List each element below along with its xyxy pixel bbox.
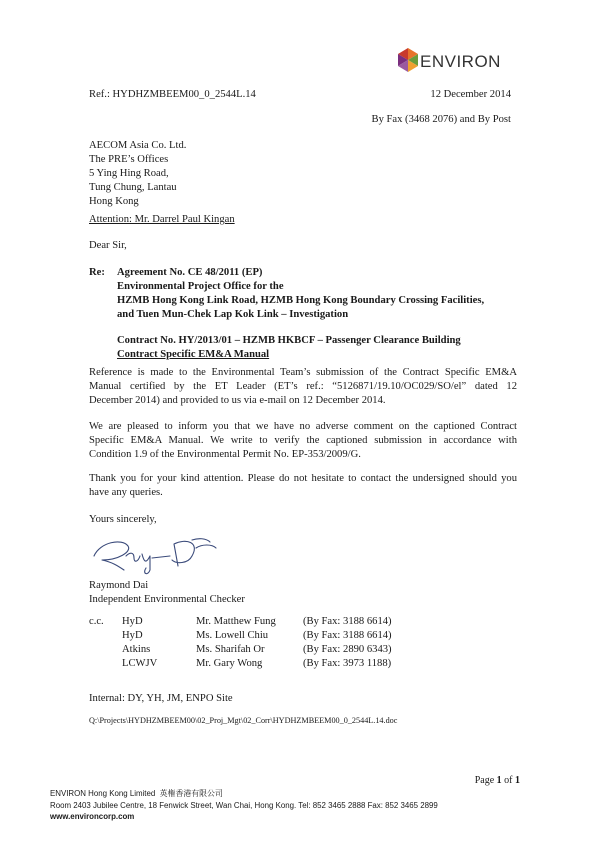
page-number (420, 774, 520, 787)
paragraph-reference (89, 366, 517, 408)
paragraph-line: Condition 1.9 of the Environmental Permit No. EP-353/2009/G. (89, 449, 361, 460)
signer-title: Independent Environmental Checker (89, 594, 245, 605)
delivery-method: By Fax (3468 2076) and By Post (371, 114, 511, 125)
cc-name: Mr. Gary Wong (196, 658, 263, 669)
footer-company: ENVIRON Hong Kong Limited (50, 789, 156, 798)
re-line: Environmental Project Office for the (117, 281, 284, 292)
cc-fax: (By Fax: 2890 6343) (303, 644, 392, 655)
paragraph-line: Manual certified by the ET Leader (ET’s ref.: “5126871/19.10/OC029/SO/el” dated 12 (89, 381, 517, 392)
paragraph-line: have any queries. (89, 487, 163, 498)
cc-fax: (By Fax: 3188 6614) (303, 616, 392, 627)
address-line: Hong Kong (89, 196, 139, 207)
signer-block (89, 579, 245, 607)
cc-org: Atkins (122, 644, 151, 655)
recipient-address (89, 139, 186, 209)
re-line: HZMB Hong Kong Link Road, HZMB Hong Kong Boundary Crossing Facilities, (117, 295, 485, 306)
file-path: Q:\Projects\HYDHZMBEEM00\02_Proj_Mgt\02_Corr\HYDHZMBEEM00_0_2544L.14.doc (89, 716, 398, 725)
cc-org: HyD (122, 616, 143, 627)
paragraph-line: Reference is made to the Environmental Team’s submission of the Contract Specific EM&A (89, 367, 517, 378)
page-total: 1 (515, 775, 520, 786)
cc-label: c.c. (89, 616, 104, 627)
paragraph-line: December 2014) and provided to us via e-mail on 12 December 2014. (89, 395, 386, 406)
page-current: 1 (496, 775, 502, 786)
footer-website: www.environcorp.com (50, 812, 135, 821)
address-line: Tung Chung, Lantau (89, 182, 177, 193)
internal-distribution: Internal: DY, YH, JM, ENPO Site (89, 693, 233, 704)
re-line: Agreement No. CE 48/2011 (EP) (117, 267, 263, 278)
cc-name: Mr. Matthew Fung (196, 616, 276, 627)
cc-org: LCWJV (122, 658, 158, 669)
address-line: AECOM Asia Co. Ltd. (89, 140, 187, 151)
re-label: Re: (89, 267, 105, 278)
re-subject (117, 266, 517, 362)
signature-image (88, 530, 228, 578)
paragraph-line: We are pleased to inform you that we have no adverse comment on the captioned Contract (89, 421, 517, 432)
environ-logo-mark-icon (398, 48, 418, 74)
cc-name: Ms. Lowell Chiu (196, 630, 269, 641)
page-prefix: Page (474, 775, 497, 786)
cc-org: HyD (122, 630, 143, 641)
paragraph-comment (89, 420, 517, 462)
salutation: Dear Sir, (89, 240, 127, 251)
contract-line: Contract No. HY/2013/01 – HZMB HKBCF – Passenger Clearance Building (117, 335, 461, 346)
cc-fax: (By Fax: 3973 1188) (303, 658, 392, 669)
cc-fax: (By Fax: 3188 6614) (303, 630, 392, 641)
closing: Yours sincerely, (89, 514, 157, 525)
paragraph-line: Thank you for your kind attention. Please do not hesitate to contact the undersigned should you (89, 473, 517, 484)
paragraph-thanks (89, 472, 517, 500)
address-line: The PRE’s Offices (89, 154, 169, 165)
letter-date: 12 December 2014 (430, 89, 511, 100)
signer-name: Raymond Dai (89, 580, 149, 591)
reference-number: Ref.: HYDHZMBEEM00_0_2544L.14 (89, 89, 256, 100)
environ-logo-text: ENVIRON (420, 52, 501, 71)
manual-line: Contract Specific EM&A Manual (117, 349, 270, 360)
address-line: 5 Ying Hing Road, (89, 168, 169, 179)
footer-company-line (50, 788, 570, 800)
environ-logo (398, 44, 518, 80)
paragraph-line: Specific EM&A Manual. We write to verify the captioned submission in accordance with (89, 435, 517, 446)
attention-line: Attention: Mr. Darrel Paul Kingan (89, 214, 235, 225)
cc-name: Ms. Sharifah Or (196, 644, 265, 655)
page-footer (50, 788, 570, 823)
page-of: of (501, 775, 515, 786)
footer-company-cn: 英権香港有限公司 (159, 789, 223, 798)
footer-address: Room 2403 Jubilee Centre, 18 Fenwick Street, Wan Chai, Hong Kong. Tel: 852 3465 2888 Fax: 852 3465 2899 (50, 800, 438, 810)
re-line: and Tuen Mun-Chek Lap Kok Link – Investigation (117, 309, 349, 320)
